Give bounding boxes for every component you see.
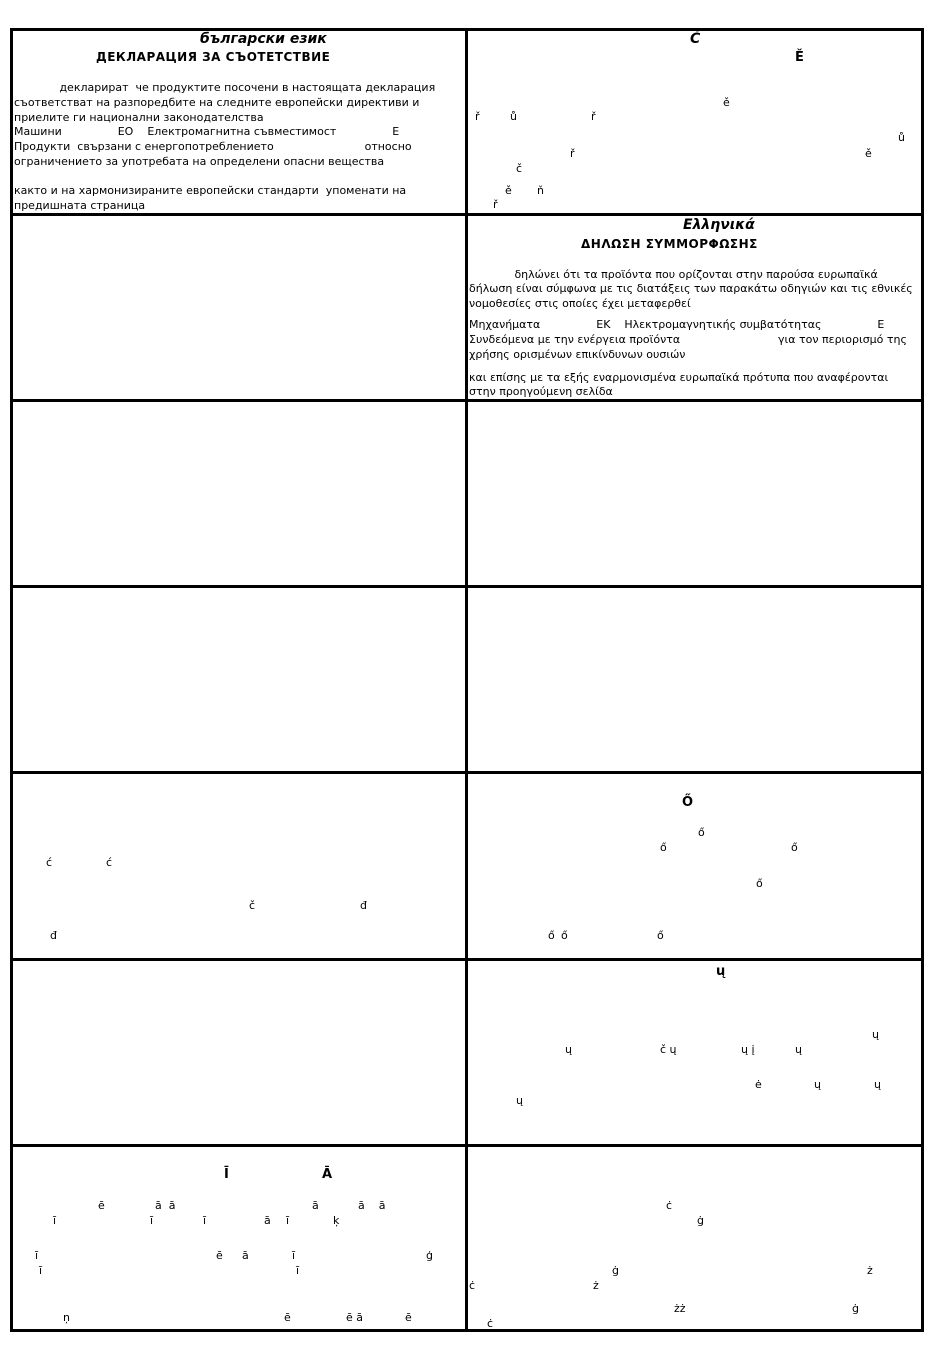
glyph-fragment: ć: [106, 856, 113, 869]
glyph-fragment: ų: [814, 1078, 821, 1091]
body-line: χρήσης ορισμένων επικίνδυνων ουσιών: [469, 348, 686, 361]
declaration-heading: ų: [716, 964, 726, 979]
column-divider: [465, 28, 468, 1332]
glyph-fragment: ā ā: [155, 1199, 176, 1212]
glyph-fragment: ē ā: [346, 1311, 364, 1324]
body-line: νομοθεσίες στις οποίες έχει μεταφερθεί: [469, 297, 691, 310]
row-divider: [10, 213, 924, 216]
glyph-fragment: ċ: [666, 1199, 673, 1212]
glyph-fragment: ī: [296, 1264, 300, 1277]
glyph-fragment: ż: [593, 1279, 599, 1292]
language-title: Ελληνικά: [683, 217, 755, 233]
glyph-fragment: ā: [264, 1214, 271, 1227]
glyph-fragment: ě: [723, 96, 730, 109]
glyph-fragment: č: [516, 162, 523, 175]
body-line: както и на хармонизираните европейски стандарти упоменати на: [14, 184, 407, 197]
row-divider: [10, 958, 924, 961]
glyph-fragment: ř: [493, 198, 498, 211]
glyph-fragment: ī: [203, 1214, 207, 1227]
glyph-fragment: ī: [286, 1214, 290, 1227]
glyph-fragment: ē: [216, 1249, 223, 1262]
glyph-fragment: ě: [505, 184, 512, 197]
glyph-fragment: ā: [312, 1199, 319, 1212]
glyph-fragment: ī: [292, 1249, 296, 1262]
glyph-fragment: ų į: [741, 1043, 755, 1056]
glyph-fragment: ġ: [612, 1264, 619, 1277]
glyph-fragment: ī: [53, 1214, 57, 1227]
body-line: приелите ги национални законодателства: [14, 111, 264, 124]
glyph-fragment: ē: [98, 1199, 105, 1212]
glyph-fragment: ů: [898, 131, 905, 144]
body-line: Συνδεόμενα με την ενέργεια προϊόντα για τον περιορισμό της: [469, 333, 907, 346]
glyph-fragment: ų: [874, 1078, 881, 1091]
glyph-fragment: ő: [657, 929, 664, 942]
glyph-fragment: ċ: [469, 1279, 476, 1292]
row-divider: [10, 1144, 924, 1147]
glyph-fragment: ģ: [426, 1249, 433, 1262]
glyph-fragment: ů: [510, 110, 517, 123]
body-line: ограничението за употребата на определени опасни вещества: [14, 155, 385, 168]
glyph-fragment: ő: [756, 877, 763, 890]
glyph-fragment: č ų: [660, 1043, 677, 1056]
declaration-heading: ДЕКЛАРАЦИЯ ЗА СЪОТЕТСТВИЕ: [96, 50, 331, 64]
glyph-fragment: ř: [570, 147, 575, 160]
declaration-heading: Ě: [795, 50, 804, 65]
body-line: съответстват на разпоредбите на следните европейски директиви и: [14, 96, 420, 109]
glyph-fragment: ż: [867, 1264, 873, 1277]
language-title: български език: [200, 31, 327, 47]
glyph-fragment: ī: [150, 1214, 154, 1227]
glyph-fragment: ě: [865, 147, 872, 160]
glyph-fragment: č: [249, 899, 256, 912]
glyph-fragment: ā: [242, 1249, 249, 1262]
glyph-fragment: ř: [475, 110, 480, 123]
glyph-fragment: ő: [561, 929, 568, 942]
body-line: Μηχανήματα ΕΚ Ηλεκτρομαγνητικής συμβατότητας Ε: [469, 318, 885, 331]
row-divider: [10, 585, 924, 588]
body-line: Продукти свързани с енергопотреблението относно: [14, 140, 412, 153]
glyph-fragment: ē: [405, 1311, 412, 1324]
glyph-fragment: ő: [548, 929, 555, 942]
glyph-fragment: ň: [537, 184, 544, 197]
glyph-fragment: ų: [565, 1043, 572, 1056]
glyph-fragment: ř: [591, 110, 596, 123]
glyph-fragment: żż: [674, 1302, 686, 1315]
declaration-heading: ΔΗΛΩΣΗ ΣΥΜΜΟΡΦΩΣΗΣ: [581, 237, 758, 251]
body-line: στην προηγούμενη σελίδα: [469, 385, 613, 398]
body-line: δηλώνει ότι τα προϊόντα που ορίζονται στην παρούσα ευρωπαϊκά: [469, 268, 878, 281]
glyph-fragment: ć: [46, 856, 53, 869]
declaration-heading: Ī: [224, 1167, 229, 1182]
declaration-heading: Ő: [682, 795, 694, 810]
glyph-fragment: ų: [795, 1043, 802, 1056]
glyph-fragment: ų: [516, 1094, 523, 1107]
glyph-fragment: ġ: [697, 1214, 704, 1227]
body-line: και επίσης με τα εξής εναρμονισμένα ευρωπαϊκά πρότυπα που αναφέρονται: [469, 371, 889, 384]
glyph-fragment: đ: [360, 899, 367, 912]
declaration-heading: Ā: [322, 1167, 333, 1182]
glyph-fragment: ā ā: [358, 1199, 386, 1212]
glyph-fragment: ġ: [852, 1302, 859, 1315]
glyph-fragment: ņ: [63, 1311, 70, 1324]
glyph-fragment: ő: [660, 841, 667, 854]
glyph-fragment: ő: [698, 826, 705, 839]
glyph-fragment: ē: [284, 1311, 291, 1324]
glyph-fragment: ų: [872, 1028, 879, 1041]
row-divider: [10, 399, 924, 402]
glyph-fragment: ő: [791, 841, 798, 854]
body-line: предишната страница: [14, 199, 146, 212]
body-line: декларират че продуктите посочени в настоящата декларация: [14, 81, 436, 94]
language-title: Č: [690, 31, 701, 47]
glyph-fragment: ċ: [487, 1317, 494, 1330]
glyph-fragment: ķ: [333, 1214, 340, 1227]
glyph-fragment: đ: [50, 929, 57, 942]
body-line: Машини ЕО Електромагнитна съвместимост Е: [14, 125, 400, 138]
glyph-fragment: ī: [39, 1264, 43, 1277]
glyph-fragment: ė: [755, 1078, 762, 1091]
glyph-fragment: ī: [35, 1249, 39, 1262]
body-line: δήλωση είναι σύμφωνα με τις διατάξεις των παρακάτω οδηγιών και τις εθνικές: [469, 282, 913, 295]
row-divider: [10, 771, 924, 774]
